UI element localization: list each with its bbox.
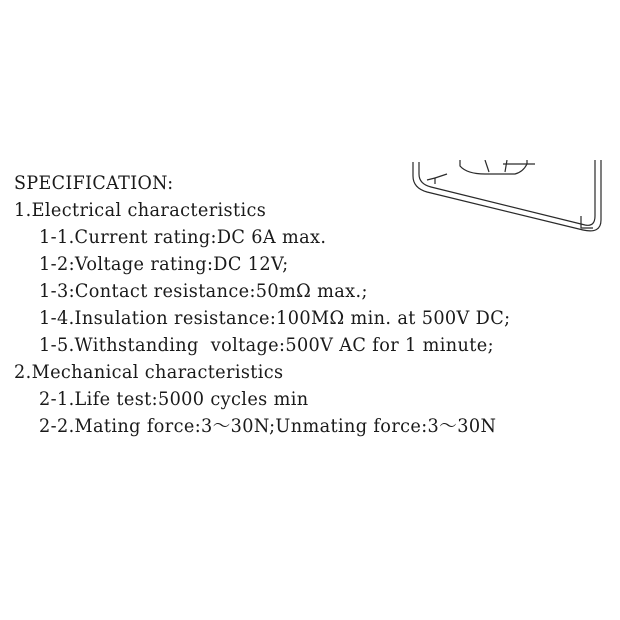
spec-item-2-2: 2-2.Mating force:3～30N;Unmating force:3～30N — [39, 415, 497, 437]
section-1-title: 1.Electrical characteristics — [14, 199, 267, 221]
spec-item-1-2: 1-2:Voltage rating:DC 12V; — [39, 253, 289, 275]
section-2-title: 2.Mechanical characteristics — [14, 361, 284, 383]
specification-block — [14, 170, 511, 478]
spec-item-1-1: 1-1.Current rating:DC 6A max. — [39, 226, 327, 248]
spec-item-1-5: 1-5.Withstanding voltage:500V AC for 1 minute; — [39, 334, 494, 356]
spec-item-1-4: 1-4.Insulation resistance:100MΩ min. at 500V DC; — [39, 307, 511, 329]
spec-item-1-3: 1-3:Contact resistance:50mΩ max.; — [39, 280, 368, 302]
spec-heading: SPECIFICATION: — [14, 172, 174, 194]
connector-drawing-fragment — [405, 160, 620, 260]
spec-item-2-1: 2-1.Life test:5000 cycles min — [39, 388, 309, 410]
